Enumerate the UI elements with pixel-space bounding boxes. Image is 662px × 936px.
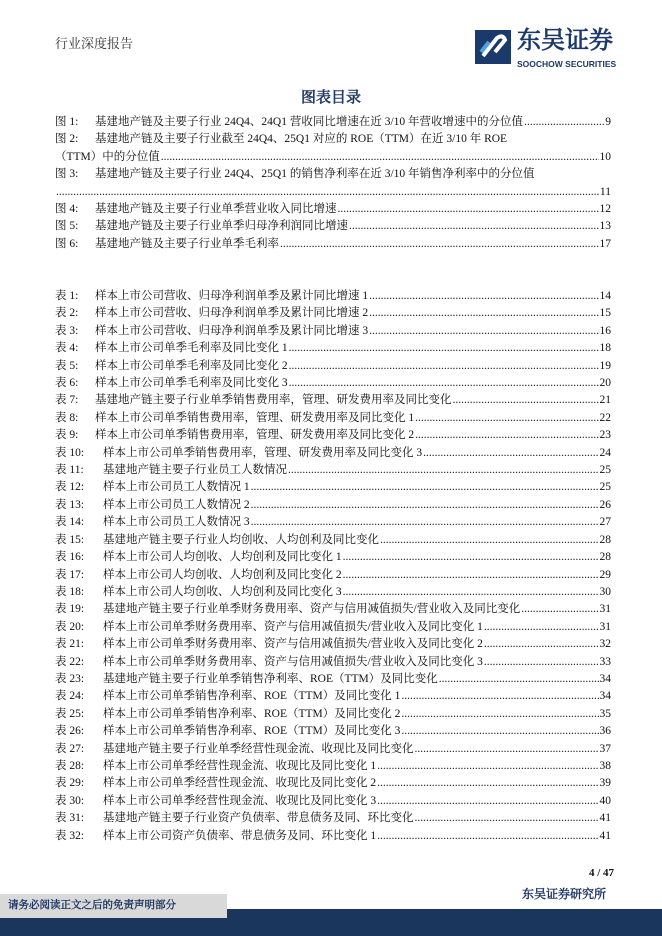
entry-page: 33 xyxy=(599,655,611,668)
entry-label: 表 26: xyxy=(55,725,85,738)
toc-entry-table-24[interactable] xyxy=(55,688,611,705)
dot-leader xyxy=(289,375,599,392)
toc-entry-table-12[interactable] xyxy=(55,479,611,496)
disclaimer-note: 请务必阅读正文之后的免责声明部分 xyxy=(0,894,227,918)
entry-text: 样本上市公司人均创收、人均创利及同比变化 2 xyxy=(103,568,342,581)
entry-label: 表 3: xyxy=(55,324,79,337)
dot-leader xyxy=(380,532,599,549)
entry-text: 样本上市公司单季经营性现金流、收现比及同比变化 1 xyxy=(103,759,377,772)
toc-entry-figure-3[interactable] xyxy=(55,166,611,183)
dot-leader xyxy=(484,636,599,653)
entry-page: 30 xyxy=(599,585,611,598)
entry-label: 表 9: xyxy=(55,429,79,442)
entry-page: 15 xyxy=(599,307,611,320)
entry-label: 表 17: xyxy=(55,568,85,581)
entry-page: 38 xyxy=(599,759,611,772)
toc-entry-figure-2-cont[interactable] xyxy=(55,149,611,166)
entry-text: 样本上市公司人均创收、人均创利及同比变化 1 xyxy=(103,551,342,564)
entry-label: 表 15: xyxy=(55,533,85,546)
dot-leader xyxy=(521,601,598,618)
entry-text: 样本上市公司营收、归母净利润单季及累计同比增速 1 xyxy=(95,290,369,302)
dot-leader xyxy=(343,567,599,584)
entry-text: 样本上市公司员工人数情况 2 xyxy=(103,498,250,511)
entry-page: 32 xyxy=(599,638,611,651)
entry-label: 图 5: xyxy=(55,220,79,233)
entry-page: 22 xyxy=(599,411,611,424)
table-list xyxy=(55,288,611,845)
dot-leader xyxy=(415,741,599,758)
entry-page: 23 xyxy=(599,429,611,442)
entry-label: 表 19: xyxy=(55,603,85,616)
toc-entry-table-14[interactable] xyxy=(55,514,611,531)
entry-text: 样本上市公司人均创收、人均创利及同比变化 3 xyxy=(103,585,342,598)
toc-entry-figure-4[interactable] xyxy=(55,201,611,218)
entry-text: 样本上市公司员工人数情况 1 xyxy=(103,481,250,494)
entry-label: 表 4: xyxy=(55,342,79,355)
entry-label: 表 13: xyxy=(55,498,85,511)
dot-leader xyxy=(369,288,598,305)
report-type: 行业深度报告 xyxy=(55,36,134,51)
toc-entry-figure-2[interactable] xyxy=(55,131,611,148)
toc-entry-table-28[interactable] xyxy=(55,758,611,775)
entry-page: 25 xyxy=(599,464,611,477)
entry-text: 基建地产链及主要子行业截至 24Q4、25Q1 对应的 ROE（TTM）在近 3/10 年 ROE xyxy=(95,133,508,146)
dot-leader xyxy=(401,723,598,740)
entry-label: 表 29: xyxy=(55,777,85,790)
entry-label: 表 14: xyxy=(55,516,85,529)
toc-entry-table-30[interactable] xyxy=(55,793,611,810)
toc-entry-table-32[interactable] xyxy=(55,828,611,845)
dot-leader xyxy=(415,427,598,444)
entry-label: 表 30: xyxy=(55,794,85,807)
entry-label: 表 18: xyxy=(55,585,85,598)
toc-entry-table-8[interactable] xyxy=(55,410,611,427)
dot-leader xyxy=(56,184,599,201)
dot-leader xyxy=(377,793,598,810)
toc-entry-table-15[interactable] xyxy=(55,532,611,549)
entry-text: 样本上市公司单季财务费用率、资产与信用减值损失/营业收入及同比变化 1 xyxy=(103,620,483,633)
dot-leader xyxy=(453,392,599,409)
dot-leader xyxy=(401,706,598,723)
toc-entry-table-3[interactable] xyxy=(55,323,611,340)
toc-entry-figure-3-cont[interactable] xyxy=(55,184,611,201)
entry-page: 18 xyxy=(599,342,611,355)
toc-entry-table-2[interactable] xyxy=(55,305,611,322)
toc-entry-table-5[interactable] xyxy=(55,358,611,375)
entry-page: 35 xyxy=(599,707,611,720)
entry-page: 9 xyxy=(605,116,611,128)
entry-label: 表 16: xyxy=(55,551,85,564)
dot-leader xyxy=(288,462,599,479)
entry-label: 表 8: xyxy=(55,411,79,424)
entry-label: 表 24: xyxy=(55,690,85,703)
entry-label: 图 2: xyxy=(55,133,79,146)
dot-leader xyxy=(251,497,599,514)
entry-page: 10 xyxy=(599,150,611,163)
entry-page: 20 xyxy=(599,377,611,390)
dot-leader xyxy=(161,149,599,166)
entry-page: 27 xyxy=(599,516,611,529)
toc-entry-table-23[interactable] xyxy=(55,671,611,688)
toc-entry-table-19[interactable] xyxy=(55,601,611,618)
entry-page: 24 xyxy=(599,446,611,459)
entry-page: 31 xyxy=(599,620,611,633)
toc-entry-table-20[interactable] xyxy=(55,619,611,636)
institute-name: 东吴证券研究所 xyxy=(521,887,606,901)
toc-entry-table-29[interactable] xyxy=(55,775,611,792)
toc-entry-table-11[interactable] xyxy=(55,462,611,479)
entry-text: 样本上市公司单季销售费用率，管理、研发费用率及同比变化 1 xyxy=(95,411,415,424)
entry-label: 表 5: xyxy=(55,359,79,372)
entry-label: 图 3: xyxy=(55,168,79,181)
toc-entry-table-27[interactable] xyxy=(55,741,611,758)
toc-entry-table-6[interactable] xyxy=(55,375,611,392)
entry-label: 表 11: xyxy=(55,464,84,477)
entry-label: 表 32: xyxy=(55,829,85,842)
toc-entry-table-7[interactable] xyxy=(55,392,611,409)
entry-text: 样本上市公司单季毛利率及同比变化 3 xyxy=(95,377,288,390)
entry-text: 样本上市公司单季财务费用率、资产与信用减值损失/营业收入及同比变化 3 xyxy=(103,655,483,668)
entry-page: 21 xyxy=(599,394,611,407)
dot-leader xyxy=(524,114,604,131)
entry-text: 基建地产链主要子行业人均创收、人均创利及同比变化 xyxy=(103,533,379,546)
entry-page: 11 xyxy=(599,185,611,198)
toc-entry-table-22[interactable] xyxy=(55,654,611,671)
entry-page: 39 xyxy=(599,777,611,790)
entry-text: 样本上市公司单季财务费用率、资产与信用减值损失/营业收入及同比变化 2 xyxy=(103,638,483,651)
dot-leader xyxy=(423,445,598,462)
entry-label: 表 28: xyxy=(55,759,85,772)
dot-leader xyxy=(484,619,599,636)
entry-label: 表 10: xyxy=(55,446,85,459)
dot-leader xyxy=(415,810,599,827)
entry-text: 样本上市公司单季经营性现金流、收现比及同比变化 3 xyxy=(103,794,377,807)
entry-text: 样本上市公司单季经营性现金流、收现比及同比变化 2 xyxy=(103,777,377,790)
entry-label: 表 2: xyxy=(55,307,79,320)
toc-entry-table-31[interactable] xyxy=(55,810,611,827)
entry-label: 表 12: xyxy=(55,481,85,494)
toc-entry-table-16[interactable] xyxy=(55,549,611,566)
entry-text-cont: （TTM）中的分位值 xyxy=(55,150,160,163)
toc-entry-table-1[interactable] xyxy=(55,288,611,305)
toc-entry-table-17[interactable] xyxy=(55,567,611,584)
entry-text: 基建地产链及主要子行业单季营业收入同比增速 xyxy=(95,203,337,216)
toc-entry-table-26[interactable] xyxy=(55,723,611,740)
figure-list xyxy=(55,114,611,253)
toc-entry-table-4[interactable] xyxy=(55,340,611,357)
toc-entry-table-25[interactable] xyxy=(55,706,611,723)
entry-page: 19 xyxy=(599,359,611,372)
dot-leader xyxy=(377,828,598,845)
toc-entry-table-10[interactable] xyxy=(55,445,611,462)
entry-text: 样本上市公司单季销售净利率、ROE（TTM）及同比变化 3 xyxy=(103,725,401,738)
logo-text-cn: 东吴证券 xyxy=(517,26,613,54)
dot-leader xyxy=(251,479,599,496)
entry-text: 基建地产链主要子行业单季销售净利率、ROE（TTM）及同比变化 xyxy=(103,672,438,685)
entry-label: 表 25: xyxy=(55,707,85,720)
entry-text: 基建地产链主要子行业员工人数情况 xyxy=(103,464,287,477)
entry-text: 基建地产链及主要子行业 24Q4、25Q1 的销售净利率在近 3/10 年销售净利率中的分位值 xyxy=(95,168,535,181)
entry-page: 34 xyxy=(599,672,611,685)
entry-text: 样本上市公司单季销售费用率，管理、研发费用率及同比变化 2 xyxy=(95,429,415,442)
entry-page: 36 xyxy=(599,725,611,738)
dot-leader xyxy=(369,305,598,322)
dot-leader xyxy=(377,775,598,792)
entry-text: 样本上市公司员工人数情况 3 xyxy=(103,516,250,529)
entry-page: 28 xyxy=(599,551,611,564)
entry-page: 31 xyxy=(599,603,611,616)
entry-label: 表 20: xyxy=(55,620,85,633)
dot-leader xyxy=(439,671,599,688)
dot-leader xyxy=(484,654,599,671)
dot-leader xyxy=(349,218,599,235)
toc-entry-figure-5[interactable] xyxy=(55,218,611,235)
dot-leader xyxy=(289,340,599,357)
entry-page: 17 xyxy=(599,237,611,250)
entry-text: 基建地产链主要子行业单季经营性现金流、收现比及同比变化 xyxy=(103,742,414,755)
entry-label: 表 23: xyxy=(55,672,85,685)
dot-leader xyxy=(343,584,599,601)
entry-text: 样本上市公司单季销售净利率、ROE（TTM）及同比变化 1 xyxy=(103,690,401,703)
entry-text: 样本上市公司资产负债率、带息债务及同、环比变化 1 xyxy=(103,829,377,842)
entry-page: 41 xyxy=(599,812,611,825)
toc-entry-table-9[interactable] xyxy=(55,427,611,444)
entry-text: 基建地产链主要子行业单季财务费用率、资产与信用减值损失/营业收入及同比变化 xyxy=(103,603,521,616)
entry-text: 基建地产链及主要子行业单季毛利率 xyxy=(95,237,279,250)
toc-entry-table-21[interactable] xyxy=(55,636,611,653)
entry-page: 34 xyxy=(599,690,611,703)
toc-entry-table-13[interactable] xyxy=(55,497,611,514)
entry-page: 41 xyxy=(599,829,611,842)
dot-leader xyxy=(251,514,599,531)
dot-leader xyxy=(289,358,599,375)
entry-page: 25 xyxy=(599,481,611,494)
entry-label: 表 31: xyxy=(55,812,85,825)
entry-page: 12 xyxy=(599,203,611,216)
dot-leader xyxy=(415,410,598,427)
toc-entry-figure-6[interactable] xyxy=(55,236,611,253)
entry-page: 28 xyxy=(599,533,611,546)
entry-page: 29 xyxy=(599,568,611,581)
logo-text-en: SOOCHOW SECURITIES xyxy=(517,59,617,69)
dot-leader xyxy=(280,236,599,253)
logo-mark-icon xyxy=(475,30,511,64)
entry-text: 样本上市公司单季销售费用率，管理、研发费用率及同比变化 3 xyxy=(103,446,423,459)
page-number: 4 / 47 xyxy=(588,867,614,879)
dot-leader xyxy=(338,201,599,218)
entry-label: 表 27: xyxy=(55,742,85,755)
entry-label: 表 22: xyxy=(55,655,85,668)
dot-leader xyxy=(343,549,599,566)
toc-entry-figure-1[interactable] xyxy=(55,114,611,131)
entry-text: 样本上市公司营收、归母净利润单季及累计同比增速 3 xyxy=(95,324,369,337)
entry-text: 基建地产链及主要子行业 24Q4、24Q1 营收同比增速在近 3/10 年营收增速中的分位值 xyxy=(95,116,524,128)
entry-label: 表 1: xyxy=(55,290,79,302)
entry-page: 13 xyxy=(599,220,611,233)
dot-leader xyxy=(401,688,598,705)
entry-label: 图 6: xyxy=(55,237,79,250)
entry-label: 图 4: xyxy=(55,203,79,216)
entry-text: 样本上市公司单季毛利率及同比变化 2 xyxy=(95,359,288,372)
entry-text: 基建地产链主要子行业单季销售费用率，管理、研发费用率及同比变化 xyxy=(95,394,452,407)
entry-text: 样本上市公司单季销售净利率、ROE（TTM）及同比变化 2 xyxy=(103,707,401,720)
entry-page: 40 xyxy=(599,794,611,807)
dot-leader xyxy=(369,323,598,340)
entry-page: 14 xyxy=(599,290,611,302)
entry-label: 表 6: xyxy=(55,377,79,390)
entry-text: 基建地产链主要子行业资产负债率、带息债务及同、环比变化 xyxy=(103,812,414,825)
entry-text: 基建地产链及主要子行业单季归母净利润同比增速 xyxy=(95,220,348,233)
toc-entry-table-18[interactable] xyxy=(55,584,611,601)
entry-page: 26 xyxy=(599,498,611,511)
entry-label: 图 1: xyxy=(55,116,79,128)
entry-label: 表 7: xyxy=(55,394,79,407)
entry-page: 37 xyxy=(599,742,611,755)
entry-text: 样本上市公司单季毛利率及同比变化 1 xyxy=(95,342,288,355)
toc-title: 图表目录 xyxy=(300,90,361,106)
company-logo xyxy=(475,26,625,72)
entry-label: 表 21: xyxy=(55,638,85,651)
dot-leader xyxy=(377,758,598,775)
entry-text: 样本上市公司营收、归母净利润单季及累计同比增速 2 xyxy=(95,307,369,320)
entry-page: 16 xyxy=(599,324,611,337)
